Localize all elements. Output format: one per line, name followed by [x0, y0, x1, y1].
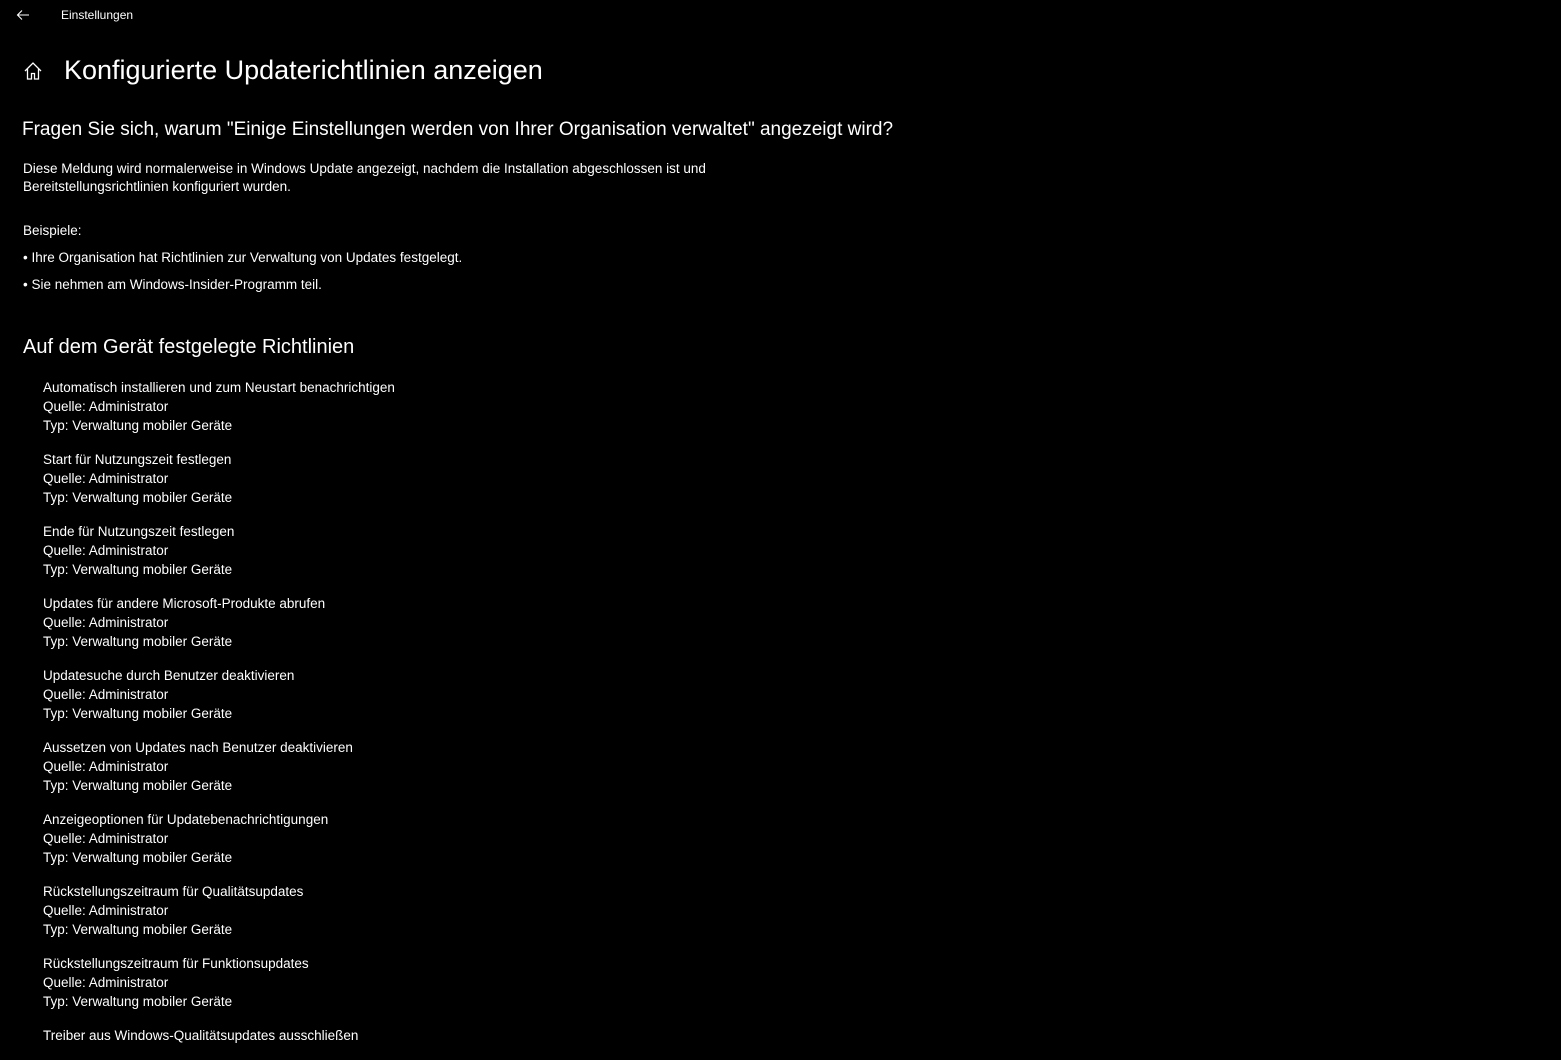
- policy-type: Typ: Verwaltung mobiler Geräte: [43, 778, 233, 793]
- policy-type: Typ: Verwaltung mobiler Geräte: [43, 562, 233, 577]
- example-bullet: • Sie nehmen am Windows-Insider-Programm teil.: [23, 277, 322, 292]
- policy-item: [43, 594, 1522, 651]
- policy-source: Quelle: Administrator: [43, 471, 169, 486]
- main-content: [22, 116, 1522, 1060]
- back-arrow-icon: [16, 9, 30, 21]
- home-button[interactable]: [18, 56, 48, 86]
- policy-name: Rückstellungszeitraum für Qualitätsupdates: [43, 884, 304, 899]
- policy-type: Typ: Verwaltung mobiler Geräte: [43, 706, 233, 721]
- app-title: Einstellungen: [61, 8, 134, 22]
- policy-name: Aussetzen von Updates nach Benutzer deaktivieren: [43, 740, 353, 755]
- policy-name: Start für Nutzungszeit festlegen: [43, 452, 232, 467]
- policy-item: [43, 522, 1522, 579]
- policies-section-title: Auf dem Gerät festgelegte Richtlinien: [23, 336, 355, 358]
- page-header: [0, 52, 1561, 92]
- home-icon: [23, 61, 43, 81]
- policy-type: Typ: Verwaltung mobiler Geräte: [43, 922, 233, 937]
- policy-item: [43, 450, 1522, 507]
- info-description: Diese Meldung wird normalerweise in Windows Update angezeigt, nachdem die Installation abgeschlossen ist und Bereitstellungsrichtlinien konfiguriert wurden.: [23, 161, 706, 194]
- policy-source: Quelle: Administrator: [43, 975, 169, 990]
- policy-item: [43, 810, 1522, 867]
- policy-name: Ende für Nutzungszeit festlegen: [43, 524, 235, 539]
- policy-name: Treiber aus Windows-Qualitätsupdates ausschließen: [43, 1028, 359, 1043]
- policy-name: Rückstellungszeitraum für Funktionsupdates: [43, 956, 309, 971]
- policy-type: Typ: Verwaltung mobiler Geräte: [43, 994, 233, 1009]
- policy-source: Quelle: Administrator: [43, 903, 169, 918]
- policy-name: Updates für andere Microsoft-Produkte abrufen: [43, 596, 326, 611]
- policy-item: [43, 882, 1522, 939]
- policy-source: Quelle: Administrator: [43, 399, 169, 414]
- policy-name: Anzeigeoptionen für Updatebenachrichtigungen: [43, 812, 329, 827]
- back-button[interactable]: [8, 2, 38, 28]
- policy-item: [43, 378, 1522, 435]
- policy-type: Typ: Verwaltung mobiler Geräte: [43, 634, 233, 649]
- page-title: Konfigurierte Updaterichtlinien anzeigen: [64, 55, 543, 85]
- policy-item: [43, 738, 1522, 795]
- examples-label: Beispiele:: [23, 223, 82, 238]
- title-bar: [0, 0, 1561, 32]
- example-bullet: • Ihre Organisation hat Richtlinien zur Verwaltung von Updates festgelegt.: [23, 250, 463, 265]
- policy-item: [43, 1026, 1522, 1045]
- policy-item: [43, 954, 1522, 1011]
- policy-type: Typ: Verwaltung mobiler Geräte: [43, 418, 233, 433]
- policy-item: [43, 666, 1522, 723]
- policy-source: Quelle: Administrator: [43, 687, 169, 702]
- policy-source: Quelle: Administrator: [43, 615, 169, 630]
- policy-type: Typ: Verwaltung mobiler Geräte: [43, 490, 233, 505]
- info-question: Fragen Sie sich, warum "Einige Einstellungen werden von Ihrer Organisation verwaltet" angezeigt wird?: [22, 119, 894, 140]
- policy-source: Quelle: Administrator: [43, 759, 169, 774]
- policy-source: Quelle: Administrator: [43, 831, 169, 846]
- policy-name: Updatesuche durch Benutzer deaktivieren: [43, 668, 295, 683]
- policy-type: Typ: Verwaltung mobiler Geräte: [43, 850, 233, 865]
- policy-name: Automatisch installieren und zum Neustart benachrichtigen: [43, 380, 395, 395]
- policy-list: [43, 378, 1522, 1045]
- policy-source: Quelle: Administrator: [43, 543, 169, 558]
